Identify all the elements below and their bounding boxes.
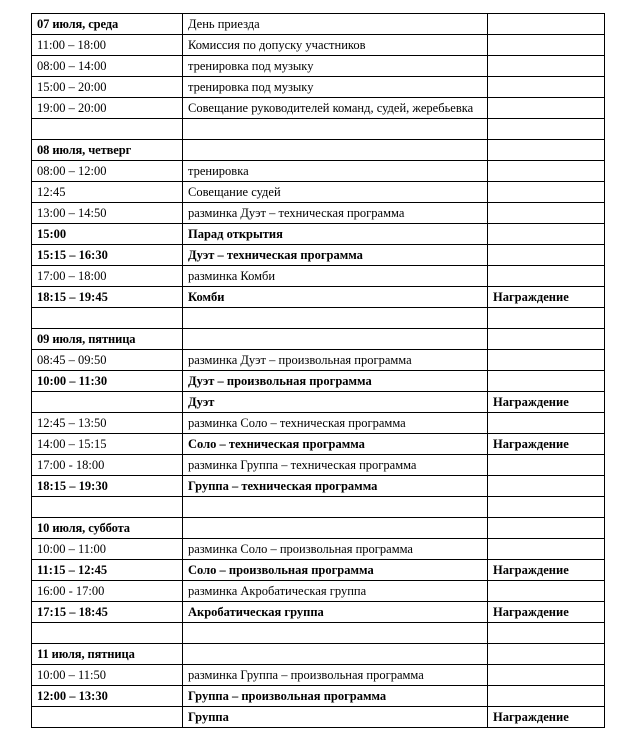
cell-time: 08 июля, четверг [32, 140, 183, 161]
cell-event [183, 308, 488, 329]
cell-event: Группа – техническая программа [183, 476, 488, 497]
cell-time: 18:15 – 19:30 [32, 476, 183, 497]
table-row [32, 602, 605, 623]
table-row [32, 665, 605, 686]
cell-time: 12:00 – 13:30 [32, 686, 183, 707]
cell-event: разминка Группа – техническая программа [183, 455, 488, 476]
cell-award [488, 350, 605, 371]
table-row [32, 707, 605, 728]
cell-award [488, 119, 605, 140]
cell-event [183, 119, 488, 140]
day-header-row [32, 644, 605, 665]
cell-event: разминка Комби [183, 266, 488, 287]
cell-event [183, 140, 488, 161]
cell-award [488, 476, 605, 497]
cell-event: Соло – техническая программа [183, 434, 488, 455]
cell-award: Награждение [488, 287, 605, 308]
day-header-row [32, 140, 605, 161]
cell-event: Соло – произвольная программа [183, 560, 488, 581]
cell-time: 11:15 – 12:45 [32, 560, 183, 581]
cell-event [183, 497, 488, 518]
spacer-row [32, 119, 605, 140]
spacer-row [32, 623, 605, 644]
cell-time: 07 июля, среда [32, 14, 183, 35]
table-row [32, 539, 605, 560]
cell-event [183, 623, 488, 644]
cell-award: Награждение [488, 392, 605, 413]
cell-event: разминка Акробатическая группа [183, 581, 488, 602]
schedule-body [32, 14, 605, 728]
cell-time: 15:15 – 16:30 [32, 245, 183, 266]
cell-time: 08:00 – 14:00 [32, 56, 183, 77]
table-row [32, 56, 605, 77]
cell-event: Комби [183, 287, 488, 308]
schedule-container [31, 13, 604, 728]
cell-award [488, 413, 605, 434]
cell-event: Дуэт – техническая программа [183, 245, 488, 266]
cell-award [488, 182, 605, 203]
table-row [32, 476, 605, 497]
table-row [32, 35, 605, 56]
table-row [32, 287, 605, 308]
cell-time: 17:00 – 18:00 [32, 266, 183, 287]
cell-event: тренировка под музыку [183, 77, 488, 98]
cell-time: 09 июля, пятница [32, 329, 183, 350]
cell-award [488, 224, 605, 245]
cell-award [488, 161, 605, 182]
cell-time: 12:45 [32, 182, 183, 203]
cell-time: 15:00 – 20:00 [32, 77, 183, 98]
cell-time [32, 119, 183, 140]
cell-award [488, 581, 605, 602]
cell-time: 14:00 – 15:15 [32, 434, 183, 455]
cell-time: 19:00 – 20:00 [32, 98, 183, 119]
cell-award [488, 539, 605, 560]
cell-award [488, 518, 605, 539]
cell-time: 11:00 – 18:00 [32, 35, 183, 56]
table-row [32, 581, 605, 602]
table-row [32, 98, 605, 119]
cell-event [183, 329, 488, 350]
cell-time: 15:00 [32, 224, 183, 245]
table-row [32, 686, 605, 707]
cell-time: 08:00 – 12:00 [32, 161, 183, 182]
cell-event: Парад открытия [183, 224, 488, 245]
cell-time [32, 497, 183, 518]
cell-time: 17:00 - 18:00 [32, 455, 183, 476]
cell-event [183, 644, 488, 665]
cell-time: 12:45 – 13:50 [32, 413, 183, 434]
cell-award [488, 98, 605, 119]
table-row [32, 77, 605, 98]
cell-event: Совещание руководителей команд, судей, жеребьевка [183, 98, 488, 119]
cell-award [488, 497, 605, 518]
cell-award [488, 686, 605, 707]
cell-award: Награждение [488, 434, 605, 455]
cell-time: 10 июля, суббота [32, 518, 183, 539]
cell-time [32, 707, 183, 728]
cell-time: 18:15 – 19:45 [32, 287, 183, 308]
cell-award [488, 266, 605, 287]
cell-time: 17:15 – 18:45 [32, 602, 183, 623]
cell-award: Награждение [488, 707, 605, 728]
table-row [32, 203, 605, 224]
cell-award [488, 56, 605, 77]
cell-event: разминка Соло – техническая программа [183, 413, 488, 434]
cell-event: Акробатическая группа [183, 602, 488, 623]
cell-award [488, 203, 605, 224]
cell-event: Совещание судей [183, 182, 488, 203]
cell-event: Дуэт – произвольная программа [183, 371, 488, 392]
cell-event: Дуэт [183, 392, 488, 413]
cell-award [488, 455, 605, 476]
day-header-row [32, 518, 605, 539]
table-row [32, 350, 605, 371]
spacer-row [32, 308, 605, 329]
cell-time [32, 623, 183, 644]
cell-event: Комиссия по допуску участников [183, 35, 488, 56]
cell-time: 16:00 - 17:00 [32, 581, 183, 602]
cell-event [183, 518, 488, 539]
cell-time: 10:00 – 11:30 [32, 371, 183, 392]
cell-award [488, 371, 605, 392]
day-header-row [32, 14, 605, 35]
cell-event: тренировка [183, 161, 488, 182]
cell-award: Награждение [488, 602, 605, 623]
cell-award [488, 308, 605, 329]
cell-award: Награждение [488, 560, 605, 581]
cell-award [488, 77, 605, 98]
cell-award [488, 245, 605, 266]
cell-time [32, 308, 183, 329]
cell-event: Группа – произвольная программа [183, 686, 488, 707]
cell-event: разминка Дуэт – техническая программа [183, 203, 488, 224]
table-row [32, 245, 605, 266]
cell-event: День приезда [183, 14, 488, 35]
cell-time: 13:00 – 14:50 [32, 203, 183, 224]
table-row [32, 560, 605, 581]
cell-time: 11 июля, пятница [32, 644, 183, 665]
cell-time: 10:00 – 11:00 [32, 539, 183, 560]
schedule-table [31, 13, 605, 728]
cell-award [488, 14, 605, 35]
table-row [32, 371, 605, 392]
cell-award [488, 140, 605, 161]
cell-award [488, 623, 605, 644]
cell-time [32, 392, 183, 413]
table-row [32, 455, 605, 476]
cell-award [488, 665, 605, 686]
table-row [32, 224, 605, 245]
cell-event: тренировка под музыку [183, 56, 488, 77]
cell-event: разминка Группа – произвольная программа [183, 665, 488, 686]
spacer-row [32, 497, 605, 518]
cell-time: 08:45 – 09:50 [32, 350, 183, 371]
cell-event: разминка Соло – произвольная программа [183, 539, 488, 560]
day-header-row [32, 329, 605, 350]
cell-event: разминка Дуэт – произвольная программа [183, 350, 488, 371]
cell-award [488, 35, 605, 56]
cell-event: Группа [183, 707, 488, 728]
table-row [32, 413, 605, 434]
cell-time: 10:00 – 11:50 [32, 665, 183, 686]
cell-award [488, 329, 605, 350]
table-row [32, 182, 605, 203]
table-row [32, 266, 605, 287]
table-row [32, 161, 605, 182]
cell-award [488, 644, 605, 665]
table-row [32, 434, 605, 455]
table-row [32, 392, 605, 413]
